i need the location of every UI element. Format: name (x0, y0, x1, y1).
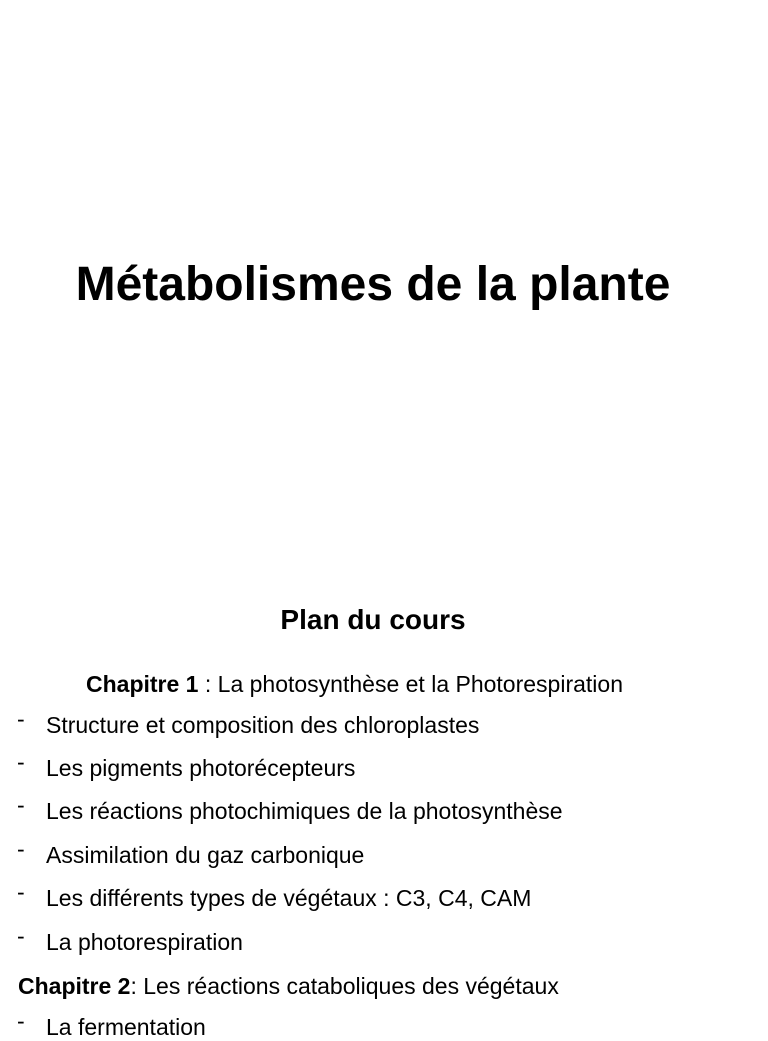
chapter-2-heading (18, 972, 559, 1000)
chapter-2-label: Chapitre 2 (18, 973, 131, 999)
bullet-dash: - (17, 792, 25, 818)
bullet-dash: - (17, 749, 25, 775)
plan-heading: Plan du cours (280, 604, 466, 635)
bullet-dash: - (17, 923, 25, 949)
document-title: Métabolismes de la plante (75, 258, 671, 311)
chapter-1-label: Chapitre 1 (86, 671, 199, 697)
chapter-2-title: Les réactions cataboliques des végétaux (143, 973, 559, 999)
list-item-text: La photorespiration (46, 929, 243, 955)
bullet-dash: - (17, 836, 25, 862)
list-item-text: Les pigments photorécepteurs (46, 755, 356, 781)
list-item-text: La fermentation (46, 1014, 206, 1040)
list-item-text: Assimilation du gaz carbonique (46, 842, 365, 868)
list-item-text: Les réactions photochimiques de la photosynthèse (46, 798, 563, 824)
bullet-dash: - (17, 879, 25, 905)
list-item-text: Structure et composition des chloroplastes (46, 712, 480, 738)
list-item-text: Les différents types de végétaux : C3, C4, CAM (46, 885, 532, 911)
bullet-dash: - (17, 1008, 25, 1034)
chapter-1-title: La photosynthèse et la Photorespiration (217, 671, 623, 697)
chapter-2-separator: : (130, 973, 144, 999)
bullet-dash: - (17, 706, 25, 732)
chapter-1-heading (86, 670, 623, 698)
chapter-1-separator: : (198, 671, 218, 697)
